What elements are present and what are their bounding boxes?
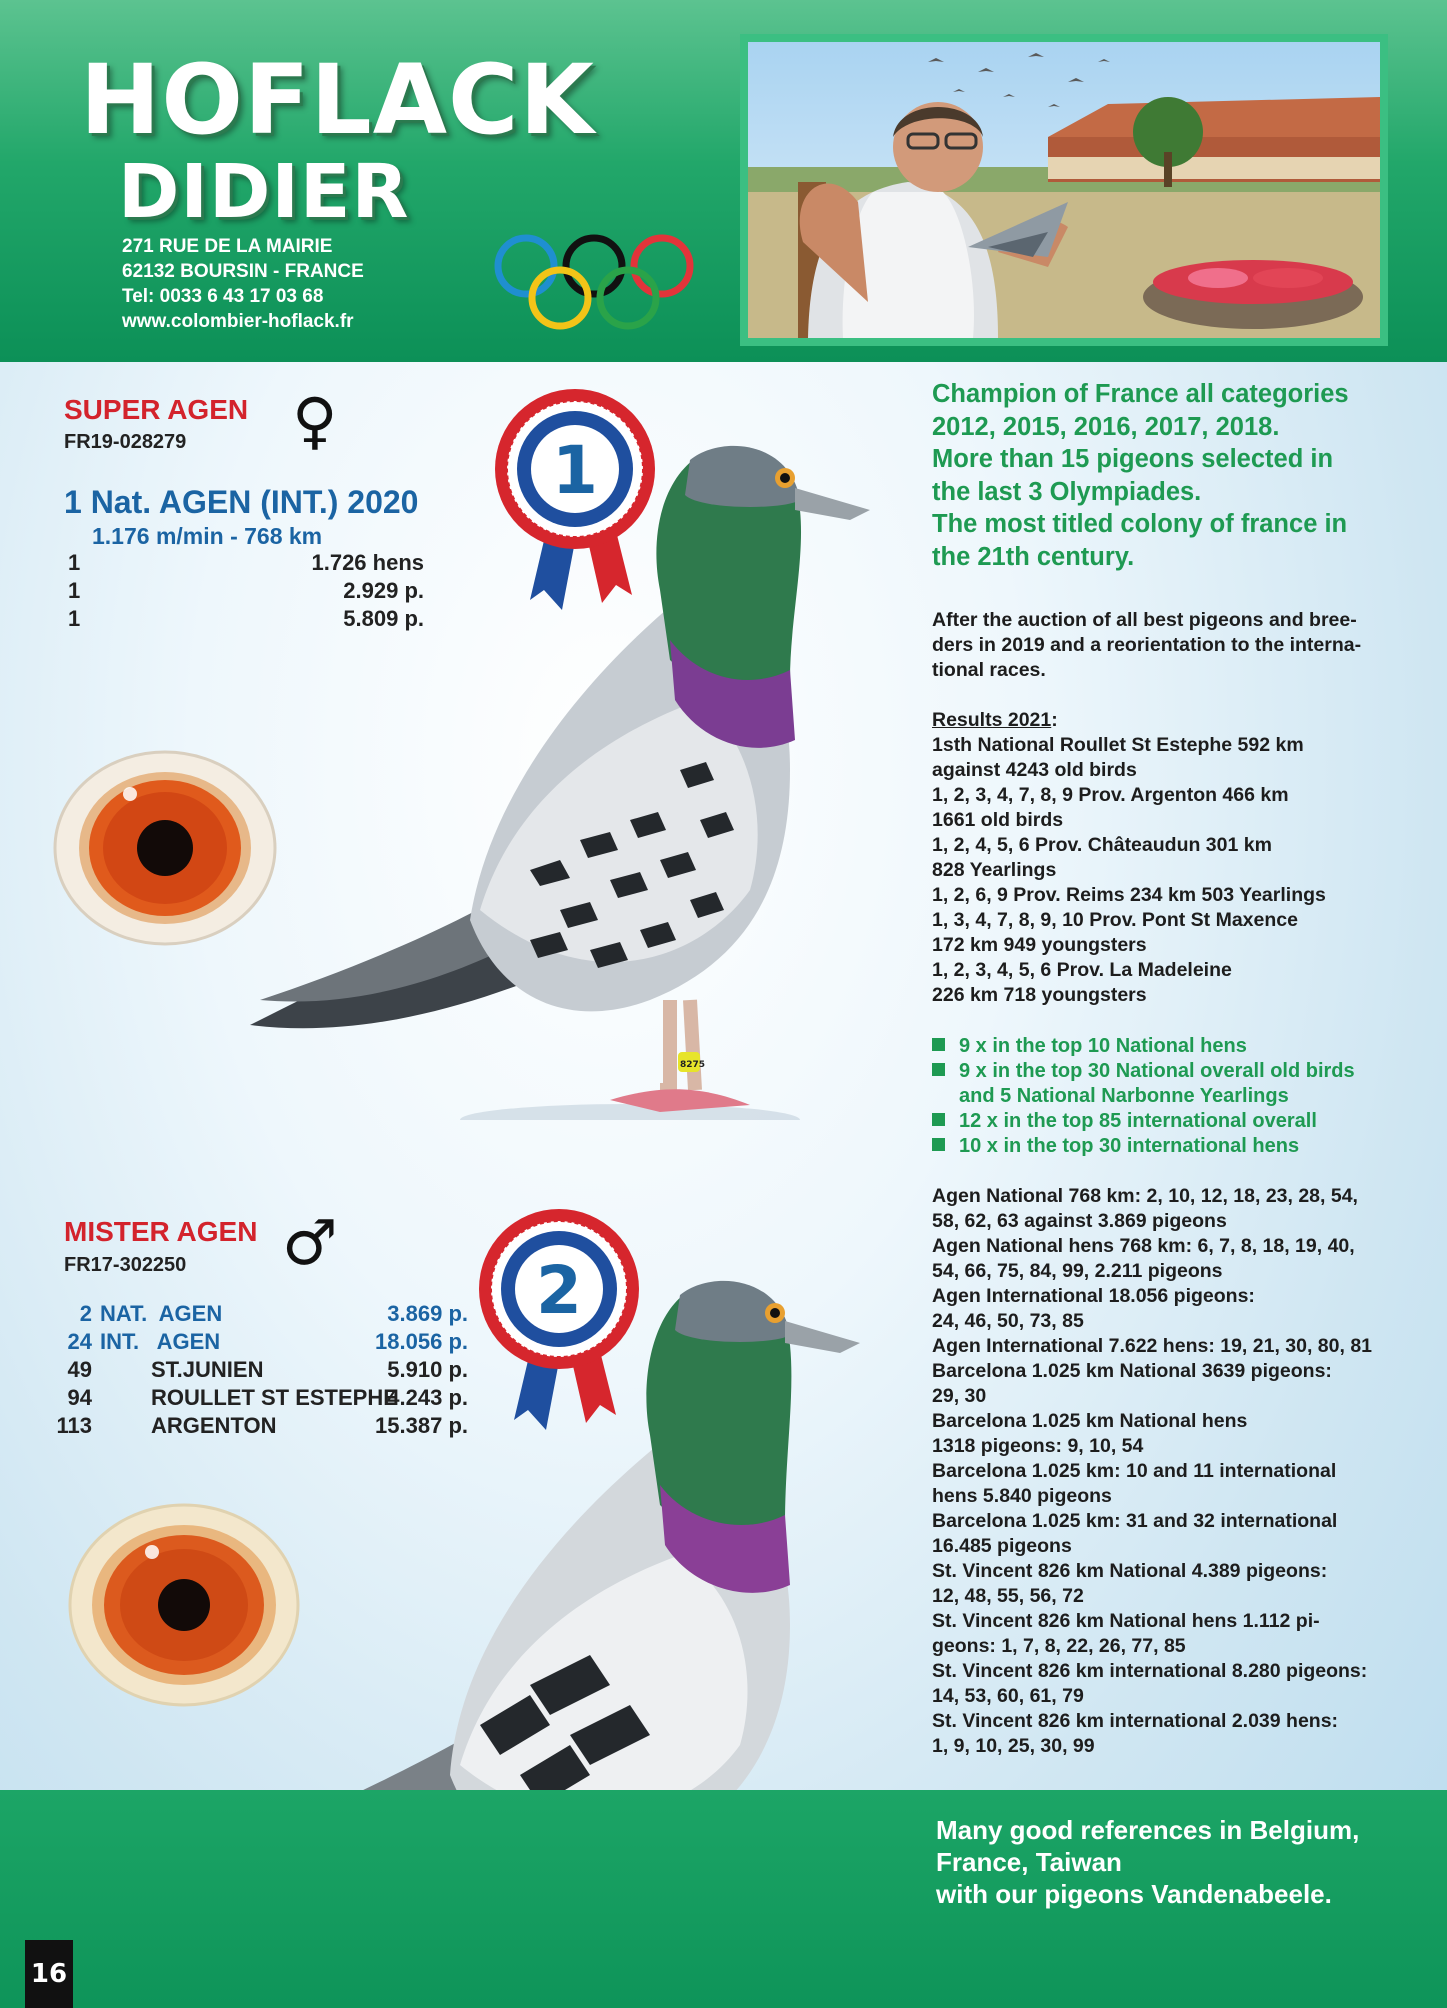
loft-scene-image	[748, 42, 1380, 338]
auction-line: After the auction of all best pigeons and bree-	[932, 609, 1357, 631]
contact-block	[122, 234, 364, 334]
highlight-item	[932, 1059, 1355, 1084]
results-2021	[932, 708, 1326, 1008]
agen-line: St. Vincent 826 km international 8.280 pigeons:	[932, 1660, 1368, 1682]
highlight-text: 9 x in the top 30 National overall old birds	[959, 1060, 1355, 1082]
highlight-continuation: and 5 National Narbonne Yearlings	[959, 1085, 1289, 1107]
result-label: ARGENTON	[151, 1413, 277, 1438]
highlight-text: 12 x in the top 85 international overall	[959, 1110, 1317, 1132]
pigeon1-speed: 1.176 m/min - 768 km	[92, 523, 323, 549]
agen-line: 1, 9, 10, 25, 30, 99	[932, 1735, 1095, 1757]
highlight-item	[932, 1034, 1355, 1059]
highlights-list	[932, 1034, 1355, 1159]
intro-line: The most titled colony of france in	[932, 510, 1348, 538]
ring-band-text: 8275	[680, 1060, 706, 1070]
result-value: 15.387 p.	[375, 1413, 468, 1438]
results-line: 828 Yearlings	[932, 859, 1057, 881]
address-city: 62132 BOURSIN - FRANCE	[122, 261, 364, 282]
pigeon1-image	[230, 440, 880, 1120]
result-value: 1.726 hens	[311, 550, 424, 575]
highlight-item	[932, 1109, 1355, 1134]
results-heading-colon: :	[1051, 709, 1058, 731]
results-line: 1sth National Roullet St Estephe 592 km	[932, 734, 1304, 756]
bullet-square-icon	[932, 1038, 945, 1051]
results-heading	[932, 708, 1326, 733]
results-line: 1, 2, 6, 9 Prov. Reims 234 km 503 Yearlings	[932, 884, 1326, 906]
agen-line: St. Vincent 826 km international 2.039 hens:	[932, 1710, 1339, 1732]
result-place: 94	[67, 1385, 92, 1410]
pigeon1-name: SUPER AGEN	[64, 394, 249, 425]
references-note	[936, 1814, 1359, 1910]
intro-line: the last 3 Olympiades.	[932, 477, 1202, 506]
pigeon1-headline: 1 Nat. AGEN (INT.) 2020	[64, 484, 419, 520]
result-value: 5.809 p.	[343, 606, 424, 631]
result-place: 1	[68, 550, 81, 575]
highlight-text: 10 x in the top 30 international hens	[959, 1135, 1300, 1157]
auction-note	[932, 608, 1361, 683]
agen-line: Barcelona 1.025 km: 10 and 11 international	[932, 1460, 1337, 1482]
results-line: 1, 2, 4, 5, 6 Prov. Châteaudun 301 km	[932, 834, 1272, 856]
result-value: 4.243 p.	[387, 1385, 468, 1410]
result-place: 24	[67, 1329, 92, 1354]
result-label: ROULLET ST ESTEPHE	[151, 1385, 398, 1410]
result-place: 2	[79, 1301, 92, 1326]
agen-line: St. Vincent 826 km National 4.389 pigeons:	[932, 1560, 1328, 1582]
agen-line: geons: 1, 7, 8, 22, 26, 77, 85	[932, 1635, 1186, 1657]
agen-line: 29, 30	[932, 1385, 987, 1407]
references-line: France, Taiwan	[936, 1847, 1122, 1877]
highlight-text: 9 x in the top 10 National hens	[959, 1035, 1247, 1057]
agen-line: Barcelona 1.025 km: 31 and 32 international	[932, 1510, 1338, 1532]
highlight-item	[932, 1134, 1355, 1159]
pigeon1-ring-number: FR19-028279	[64, 431, 187, 453]
agen-line: Agen International 18.056 pigeons:	[932, 1285, 1255, 1307]
website-link[interactable]: www.colombier-hoflack.fr	[122, 311, 354, 332]
agen-line: Agen National 768 km: 2, 10, 12, 18, 23, 28, 54,	[932, 1185, 1358, 1207]
intro-line: More than 15 pigeons selected in	[932, 445, 1334, 473]
male-symbol-icon: ♂	[282, 1206, 338, 1279]
result-value: 18.056 p.	[375, 1329, 468, 1354]
result-place: 113	[56, 1413, 92, 1438]
agen-line: 12, 48, 55, 56, 72	[932, 1585, 1084, 1607]
rosette-number: 1	[552, 432, 598, 509]
breeder-surname: HOFLACK	[80, 44, 595, 156]
agen-results	[932, 1184, 1372, 1759]
agen-line: St. Vincent 826 km National hens 1.112 pi-	[932, 1610, 1320, 1632]
results-line: 1, 2, 3, 4, 7, 8, 9 Prov. Argenton 466 km	[932, 784, 1289, 806]
intro-line: Champion of France all categories	[932, 380, 1349, 408]
agen-line: Barcelona 1.025 km National hens	[932, 1410, 1248, 1432]
agen-line: 54, 66, 75, 84, 99, 2.211 pigeons	[932, 1260, 1223, 1282]
result-value: 2.929 p.	[343, 578, 424, 603]
result-value: 3.869 p.	[387, 1301, 468, 1326]
result-place: 49	[67, 1357, 92, 1382]
olympic-rings-icon	[490, 230, 700, 335]
result-place: 1	[68, 578, 81, 603]
agen-line: 14, 53, 60, 61, 79	[932, 1685, 1084, 1707]
results-line: against 4243 old birds	[932, 759, 1137, 781]
results-line: 1, 3, 4, 7, 8, 9, 10 Prov. Pont St Maxence	[932, 909, 1298, 931]
agen-line: 16.485 pigeons	[932, 1535, 1072, 1557]
results-line: 1, 2, 3, 4, 5, 6 Prov. La Madeleine	[932, 959, 1232, 981]
agen-line: 58, 62, 63 against 3.869 pigeons	[932, 1210, 1227, 1232]
results-line: 1661 old birds	[932, 809, 1064, 831]
references-line: Many good references in Belgium,	[936, 1815, 1360, 1845]
address-street: 271 RUE DE LA MAIRIE	[122, 236, 333, 257]
auction-line: tional races.	[932, 659, 1046, 681]
agen-line: Agen International 7.622 hens: 19, 21, 30, 80, 81	[932, 1335, 1373, 1357]
intro-line: the 21th century.	[932, 542, 1135, 571]
intro-statement	[932, 378, 1349, 573]
references-line: with our pigeons Vandenabeele.	[936, 1879, 1332, 1909]
page-number: 16	[25, 1940, 73, 2008]
bullet-square-icon	[932, 1063, 945, 1076]
pigeon2-name: MISTER AGEN	[64, 1216, 258, 1247]
agen-line: hens 5.840 pigeons	[932, 1485, 1112, 1507]
bullet-square-icon	[932, 1113, 945, 1126]
auction-line: ders in 2019 and a reorientation to the interna-	[932, 634, 1362, 656]
agen-line: 1318 pigeons: 9, 10, 54	[932, 1435, 1144, 1457]
breeder-photo	[740, 34, 1388, 346]
result-value: 5.910 p.	[387, 1357, 468, 1382]
results-line: 172 km 949 youngsters	[932, 934, 1147, 956]
agen-line: Agen National hens 768 km: 6, 7, 8, 18, 19, 40,	[932, 1235, 1355, 1257]
results-heading-text: Results 2021	[932, 709, 1052, 731]
agen-line: 24, 46, 50, 73, 85	[932, 1310, 1084, 1332]
result-label: NAT. AGEN	[100, 1301, 223, 1326]
results-line: 226 km 718 youngsters	[932, 984, 1147, 1006]
bullet-square-icon	[932, 1138, 945, 1151]
result-label: INT. AGEN	[100, 1329, 221, 1354]
female-symbol-icon: ♀	[292, 384, 338, 457]
pigeon2-ring-number: FR17-302250	[64, 1254, 187, 1276]
rosette-number: 2	[536, 1252, 582, 1329]
breeder-firstname: DIDIER	[118, 149, 410, 235]
result-place: 1	[68, 606, 81, 631]
agen-line: Barcelona 1.025 km National 3639 pigeons:	[932, 1360, 1332, 1382]
phone-number: Tel: 0033 6 43 17 03 68	[122, 286, 324, 307]
intro-line: 2012, 2015, 2016, 2017, 2018.	[932, 412, 1280, 441]
result-label: ST.JUNIEN	[151, 1357, 264, 1382]
